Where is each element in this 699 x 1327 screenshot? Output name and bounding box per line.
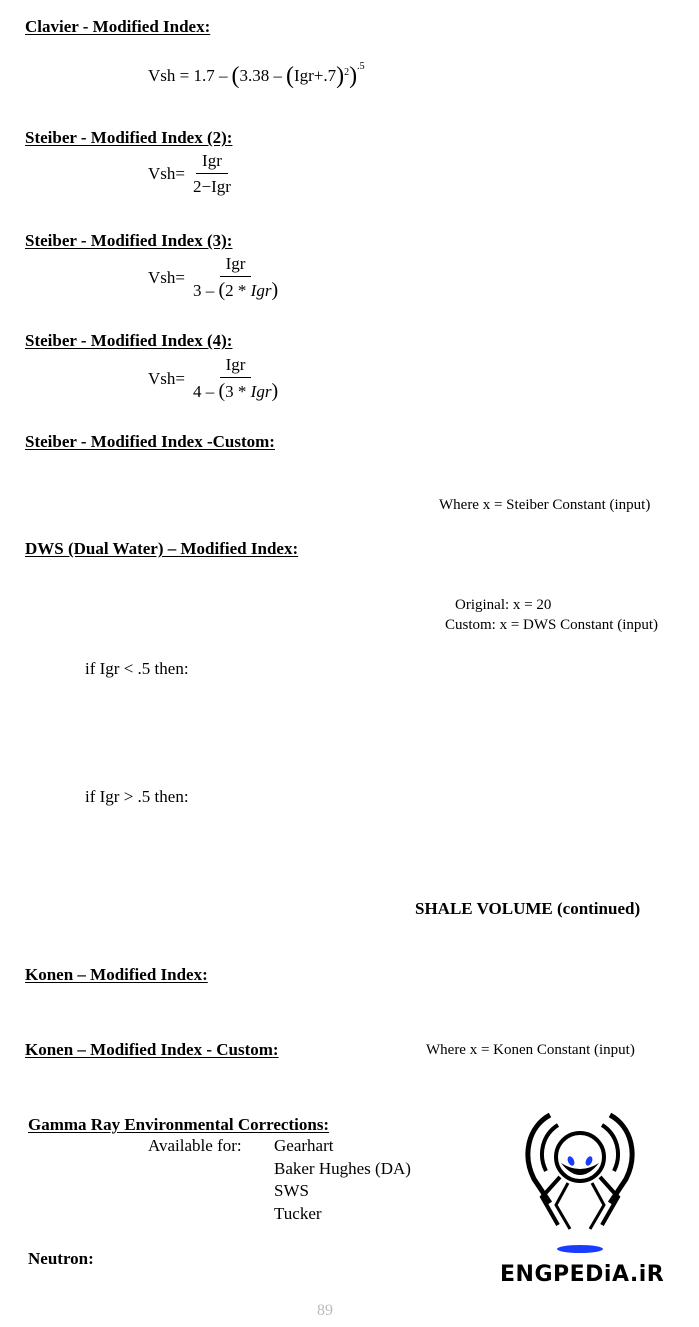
paren-open: ( xyxy=(218,279,226,301)
steiber3-lhs: Vsh= xyxy=(148,267,185,287)
steiber2-fraction xyxy=(187,151,237,197)
paren-open: ( xyxy=(231,63,240,89)
steiber4-fraction xyxy=(187,355,284,402)
paren-close: ) xyxy=(349,63,358,89)
konen-custom-heading: Konen – Modified Index - Custom: xyxy=(25,1040,279,1059)
shale-volume-continued: SHALE VOLUME (continued) xyxy=(415,899,641,918)
steiber2-den: 2−Igr xyxy=(192,177,231,196)
steiber3-fraction xyxy=(187,254,284,301)
steiber3-den xyxy=(187,277,284,301)
paren-close: ) xyxy=(271,279,279,301)
konen-custom-note: Where x = Konen Constant (input) xyxy=(426,1042,635,1058)
dws-cond-high: if Igr > .5 then: xyxy=(85,787,189,806)
steiber3-den-c: Igr xyxy=(250,281,272,300)
steiber-custom-note: Where x = Steiber Constant (input) xyxy=(439,497,651,513)
steiber3-den-a: 3 – xyxy=(192,281,215,300)
clavier-inner2: Igr+.7 xyxy=(293,66,337,85)
gamma-tool-baker-hughes: Baker Hughes (DA) xyxy=(274,1159,411,1178)
page-number: 89 xyxy=(317,1302,333,1319)
dws-heading: DWS (Dual Water) – Modified Index: xyxy=(25,539,299,558)
gamma-tool-gearhart: Gearhart xyxy=(274,1136,334,1155)
steiber3-heading: Steiber - Modified Index (3): xyxy=(25,231,233,250)
steiber4-num: Igr xyxy=(220,355,252,378)
spider-logo-icon xyxy=(520,1105,640,1255)
steiber3-num: Igr xyxy=(220,254,252,277)
steiber-custom-heading: Steiber - Modified Index -Custom: xyxy=(25,432,275,451)
paren-open: ( xyxy=(218,380,226,402)
paren-open: ( xyxy=(285,63,294,89)
paren-close: ) xyxy=(336,63,345,89)
gamma-tool-tucker: Tucker xyxy=(274,1204,322,1223)
steiber4-formula xyxy=(148,355,284,402)
steiber2-lhs: Vsh= xyxy=(148,164,185,183)
neutron-heading: Neutron: xyxy=(28,1249,94,1268)
gamma-heading: Gamma Ray Environmental Corrections: xyxy=(28,1115,330,1134)
steiber2-num: Igr xyxy=(196,151,228,174)
steiber4-lhs: Vsh= xyxy=(148,368,185,388)
clavier-exp2: 2 xyxy=(344,66,350,78)
clavier-lhs: Vsh = 1.7 – xyxy=(148,66,228,85)
paren-close: ) xyxy=(271,380,279,402)
clavier-inner1: 3.38 – xyxy=(239,66,282,85)
dws-note-original: Original: x = 20 xyxy=(455,597,552,613)
steiber4-heading: Steiber - Modified Index (4): xyxy=(25,331,233,350)
steiber4-den-b: 3 * xyxy=(225,382,247,401)
dws-note-custom: Custom: x = DWS Constant (input) xyxy=(445,617,659,633)
steiber3-den-b: 2 * xyxy=(225,281,247,300)
clavier-formula xyxy=(148,60,365,89)
steiber4-den xyxy=(187,378,284,402)
dws-cond-low: if Igr < .5 then: xyxy=(85,659,189,678)
steiber4-den-c: Igr xyxy=(250,382,272,401)
clavier-exp5: .5 xyxy=(357,60,365,72)
gamma-tool-sws: SWS xyxy=(274,1181,309,1200)
steiber4-den-a: 4 – xyxy=(192,382,215,401)
konen-heading: Konen – Modified Index: xyxy=(25,965,208,984)
clavier-heading: Clavier - Modified Index: xyxy=(25,17,211,36)
steiber2-heading: Steiber - Modified Index (2): xyxy=(25,128,233,147)
steiber3-formula xyxy=(148,254,284,301)
brand-text: ENGPEDiA.iR xyxy=(500,1262,665,1287)
gamma-available-label: Available for: xyxy=(148,1136,242,1155)
steiber2-formula xyxy=(148,151,237,197)
